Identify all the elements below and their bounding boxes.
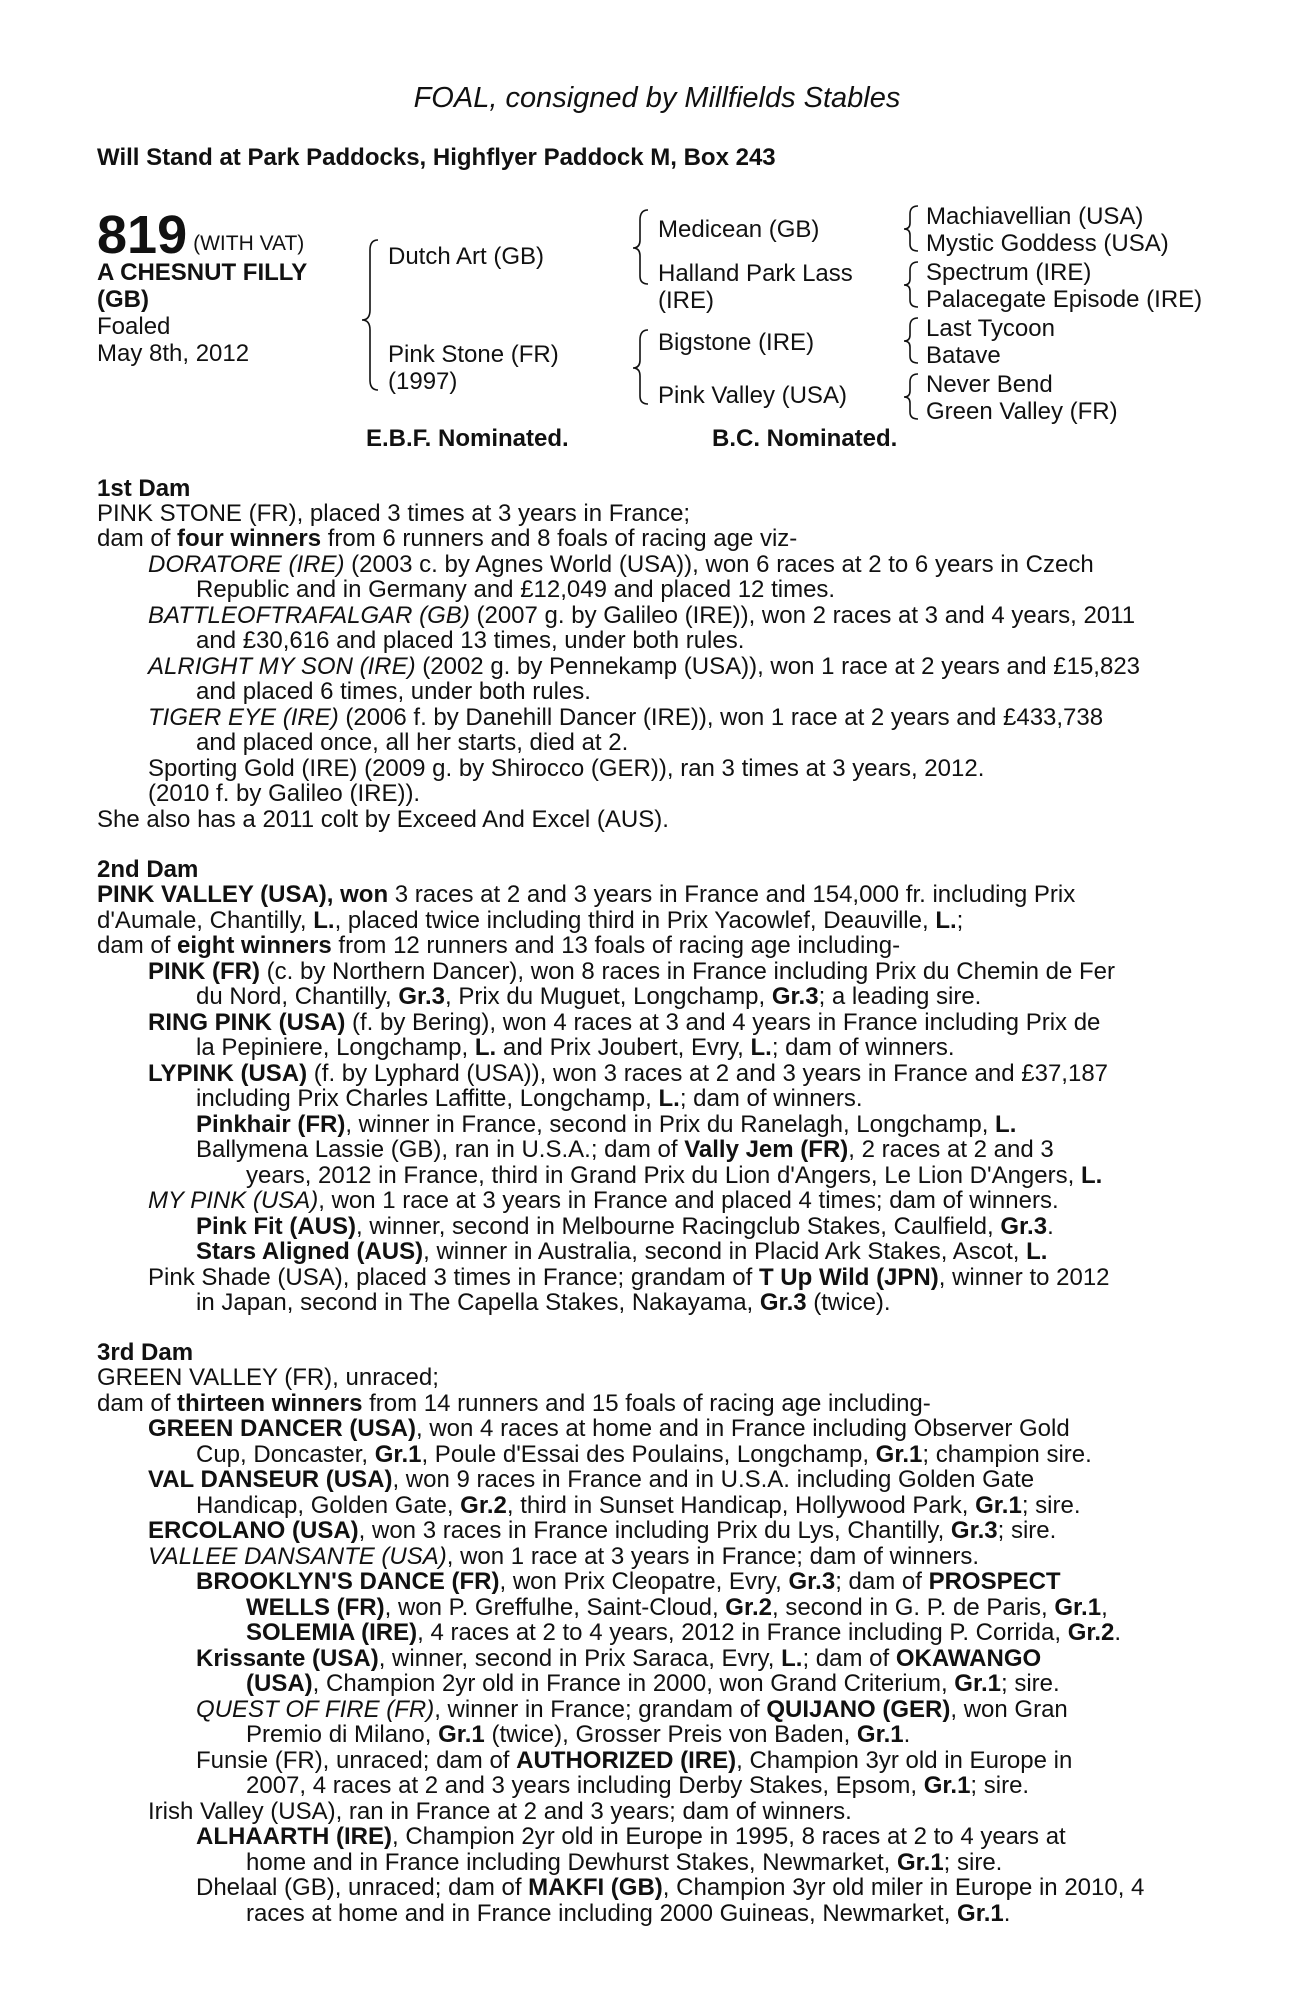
lot-description-2: (GB) — [97, 286, 149, 313]
third-dam-line: QUEST OF FIRE (FR), winner in France; grandam of QUIJANO (GER), won Gran — [196, 1696, 1068, 1723]
ebf-nominated: E.B.F. Nominated. — [366, 425, 569, 452]
dam-sire: Bigstone (IRE) — [658, 329, 815, 356]
first-dam-line: and placed 6 times, under both rules. — [196, 678, 591, 705]
second-dam-line: Pink Fit (AUS), winner, second in Melbourne Racingclub Stakes, Caulfield, Gr.3. — [196, 1213, 1054, 1240]
second-dam-line: years, 2012 in France, third in Grand Prix du Lion d'Angers, Le Lion D'Angers, L. — [246, 1162, 1103, 1189]
third-dam-line: WELLS (FR), won P. Greffulhe, Saint-Cloud, Gr.2, second in G. P. de Paris, Gr.1, — [246, 1594, 1108, 1621]
third-dam-line: Cup, Doncaster, Gr.1, Poule d'Essai des Poulains, Longchamp, Gr.1; champion sire. — [196, 1441, 1092, 1468]
granddam-4: Palacegate Episode (IRE) — [926, 286, 1203, 313]
second-dam-line: Pink Shade (USA), placed 3 times in France; grandam of T Up Wild (JPN), winner to 2012 — [148, 1264, 1110, 1291]
grandsire-5: Last Tycoon — [926, 315, 1055, 342]
third-dam-line: ERCOLANO (USA), won 3 races in France including Prix du Lys, Chantilly, Gr.3; sire. — [148, 1517, 1057, 1544]
first-dam-line: ALRIGHT MY SON (IRE) (2002 g. by Pennekamp (USA)), won 1 race at 2 years and £15,823 — [148, 653, 1141, 680]
second-dam-line: Stars Aligned (AUS), winner in Australia, second in Placid Ark Stakes, Ascot, L. — [196, 1238, 1048, 1265]
first-dam-line: and placed once, all her starts, died at 2. — [196, 729, 629, 756]
grandsire-7: Never Bend — [926, 371, 1053, 398]
grandsire-1: Machiavellian (USA) — [926, 203, 1144, 230]
lot-description-1: A CHESNUT FILLY — [97, 259, 308, 286]
granddam-2: Mystic Goddess (USA) — [926, 230, 1169, 257]
dam: Pink Stone (FR) — [388, 341, 559, 368]
second-dam-line: du Nord, Chantilly, Gr.3, Prix du Muguet, Longchamp, Gr.3; a leading sire. — [196, 983, 982, 1010]
third-dam-line: Irish Valley (USA), ran in France at 2 and 3 years; dam of winners. — [148, 1798, 852, 1825]
third-dam-line: SOLEMIA (IRE), 4 races at 2 to 4 years, 2012 in France including P. Corrida, Gr.2. — [246, 1619, 1122, 1646]
first-dam-line: Republic and in Germany and £12,049 and placed 12 times. — [196, 576, 836, 603]
stand-location: Will Stand at Park Paddocks, Highflyer Paddock M, Box 243 — [97, 144, 776, 171]
third-dam-line: BROOKLYN'S DANCE (FR), won Prix Cleopatre, Evry, Gr.3; dam of PROSPECT — [196, 1568, 1061, 1595]
sire-dam: Halland Park Lass — [658, 260, 853, 287]
sire: Dutch Art (GB) — [388, 243, 545, 270]
second-dam-line: MY PINK (USA), won 1 race at 3 years in France and placed 4 times; dam of winners. — [148, 1187, 1059, 1214]
grandsire-3: Spectrum (IRE) — [926, 259, 1092, 286]
third-dam-line: Funsie (FR), unraced; dam of AUTHORIZED (IRE), Champion 3yr old in Europe in — [196, 1747, 1073, 1774]
second-dam-line: Ballymena Lassie (GB), ran in U.S.A.; dam of Vally Jem (FR), 2 races at 2 and 3 — [196, 1136, 1054, 1163]
first-dam-heading: 1st Dam — [97, 475, 191, 502]
bc-nominated: B.C. Nominated. — [712, 425, 898, 452]
third-dam-line: GREEN DANCER (USA), won 4 races at home and in France including Observer Gold — [148, 1415, 1070, 1442]
vat-label: (WITH VAT) — [193, 232, 305, 256]
third-dam-line: Handicap, Golden Gate, Gr.2, third in Sunset Handicap, Hollywood Park, Gr.1; sire. — [196, 1492, 1081, 1519]
second-dam-line: PINK (FR) (c. by Northern Dancer), won 8 races in France including Prix du Chemin de Fer — [148, 958, 1116, 985]
first-dam-line: and £30,616 and placed 13 times, under both rules. — [196, 627, 745, 654]
second-dam-line: la Pepiniere, Longchamp, L. and Prix Joubert, Evry, L.; dam of winners. — [196, 1034, 955, 1061]
first-dam-line: Sporting Gold (IRE) (2009 g. by Shirocco (GER)), ran 3 times at 3 years, 2012. — [148, 755, 985, 782]
sire-dam-country: (IRE) — [658, 287, 714, 314]
consignment-title: FOAL, consigned by Millfields Stables — [413, 82, 901, 114]
first-dam-line: DORATORE (IRE) (2003 c. by Agnes World (USA)), won 6 races at 2 to 6 years in Czech — [148, 551, 1094, 578]
lot-number: 819 — [97, 205, 188, 265]
first-dam-line: BATTLEOFTRAFALGAR (GB) (2007 g. by Galileo (IRE)), won 2 races at 3 and 4 years, 2011 — [148, 602, 1136, 629]
third-dam-line: Dhelaal (GB), unraced; dam of MAKFI (GB), Champion 3yr old miler in Europe in 2010, 4 — [196, 1874, 1145, 1901]
dam-year: (1997) — [388, 368, 458, 395]
first-dam-line: She also has a 2011 colt by Exceed And Excel (AUS). — [97, 806, 669, 833]
dam-dam: Pink Valley (USA) — [658, 382, 847, 409]
third-dam-line: Premio di Milano, Gr.1 (twice), Grosser Preis von Baden, Gr.1. — [246, 1721, 911, 1748]
third-dam-line: ALHAARTH (IRE), Champion 2yr old in Europe in 1995, 8 races at 2 to 4 years at — [196, 1823, 1066, 1850]
second-dam-line: PINK VALLEY (USA), won 3 races at 2 and 3 years in France and 154,000 fr. including Prix — [97, 881, 1076, 908]
third-dam-line: home and in France including Dewhurst Stakes, Newmarket, Gr.1; sire. — [246, 1849, 1003, 1876]
first-dam-line: dam of four winners from 6 runners and 8 foals of racing age viz- — [97, 525, 798, 552]
granddam-6: Batave — [926, 342, 1001, 369]
first-dam-line: TIGER EYE (IRE) (2006 f. by Danehill Dancer (IRE)), won 1 race at 2 years and £433,738 — [148, 704, 1104, 731]
third-dam-line: (USA), Champion 2yr old in France in 2000, won Grand Criterium, Gr.1; sire. — [246, 1670, 1060, 1697]
third-dam-line: GREEN VALLEY (FR), unraced; — [97, 1364, 439, 1391]
first-dam-line: (2010 f. by Galileo (IRE)). — [148, 780, 421, 807]
second-dam-line: dam of eight winners from 12 runners and 13 foals of racing age including- — [97, 932, 901, 959]
third-dam-line: 2007, 4 races at 2 and 3 years including Derby Stakes, Epsom, Gr.1; sire. — [246, 1772, 1030, 1799]
third-dam-line: dam of thirteen winners from 14 runners and 15 foals of racing age including- — [97, 1390, 931, 1417]
second-dam-line: RING PINK (USA) (f. by Bering), won 4 races at 3 and 4 years in France including Prix de — [148, 1009, 1101, 1036]
foaled-date: May 8th, 2012 — [97, 340, 250, 367]
second-dam-line: including Prix Charles Laffitte, Longchamp, L.; dam of winners. — [196, 1085, 863, 1112]
second-dam-line: in Japan, second in The Capella Stakes, Nakayama, Gr.3 (twice). — [196, 1289, 891, 1316]
granddam-8: Green Valley (FR) — [926, 398, 1118, 425]
third-dam-line: VALLEE DANSANTE (USA), won 1 race at 3 years in France; dam of winners. — [148, 1543, 980, 1570]
sire-sire: Medicean (GB) — [658, 216, 820, 243]
second-dam-heading: 2nd Dam — [97, 856, 199, 883]
third-dam-line: races at home and in France including 2000 Guineas, Newmarket, Gr.1. — [246, 1900, 1011, 1927]
first-dam-line: PINK STONE (FR), placed 3 times at 3 years in France; — [97, 500, 691, 527]
second-dam-line: d'Aumale, Chantilly, L., placed twice including third in Prix Yacowlef, Deauville, L.; — [97, 907, 964, 934]
second-dam-line: Pinkhair (FR), winner in France, second in Prix du Ranelagh, Longchamp, L. — [196, 1111, 1017, 1138]
foaled-label: Foaled — [97, 313, 171, 340]
third-dam-line: VAL DANSEUR (USA), won 9 races in France and in U.S.A. including Golden Gate — [148, 1466, 1035, 1493]
third-dam-line: Krissante (USA), winner, second in Prix Saraca, Evry, L.; dam of OKAWANGO — [196, 1645, 1042, 1672]
second-dam-line: LYPINK (USA) (f. by Lyphard (USA)), won 3 races at 2 and 3 years in France and £37,187 — [148, 1060, 1109, 1087]
third-dam-heading: 3rd Dam — [97, 1339, 194, 1366]
